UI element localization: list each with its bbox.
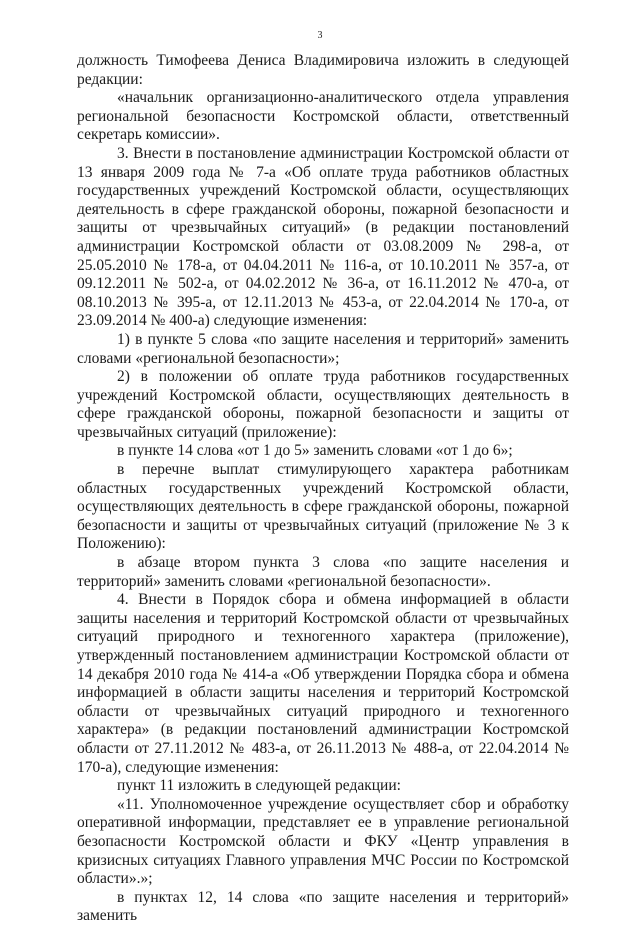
paragraph-clauses-12-14: в пунктах 12, 14 слова «по защите населения и территорий» заменить bbox=[77, 888, 569, 925]
paragraph-new-position-text: «начальник организационно-аналитического отдела управления региональной безопасности Костромской области, ответственный секретарь комиссии». bbox=[77, 89, 569, 144]
paragraph-item-3: 3. Внести в постановление администрации Костромской области от 13 января 2009 года № 7-а «Об оплате труда работников областных государственных учреждений Костромской области, осуществляющих деятельность в сфере гражданской обороны, пожарной безопасности и защиты от чрезвычайных ситуаций» (в редакции постановлений администрации Костромской области от 03.08.2009 № 298-а, от 25.05.2010 № 178-а, от 04.04.2011 № 116-а, от 10.10.2011 № 357-а, от 09.12.2011 № 502-а, от 04.02.2012 № 36-а, от 16.11.2012 № 470-а, от 08.10.2013 № 395-а, от 12.11.2013 № 453-а, от 22.04.2014 № 170-а, от 23.09.2014 № 400-а) следующие изменения: bbox=[77, 144, 569, 330]
paragraph-clause-14: в пункте 14 слова «от 1 до 5» заменить словами «от 1 до 6»; bbox=[117, 442, 513, 460]
paragraph-item-3-2: 2) в положении об оплате труда работников государственных учреждений Костромской области, осуществляющих деятельность в сфере гражданской обороны, пожарной безопасности и защиты от чрезвычайных ситуаций (приложение): bbox=[77, 368, 569, 441]
paragraph-position-change: должность Тимофеева Дениса Владимировича изложить в следующей редакции: bbox=[77, 52, 569, 88]
paragraph-clause-11-text: «11. Уполномоченное учреждение осуществляет сбор и обработку оперативной информации, представляет ее в управление региональной безопасности Костромской области и ФКУ «Центр управления в кризисных ситуациях Главного управления МЧС России по Костромской области».»; bbox=[77, 795, 569, 888]
page-number: 3 bbox=[317, 30, 323, 41]
paragraph-item-4: 4. Внести в Порядок сбора и обмена информацией в области защиты населения и территорий Костромской области от чрезвычайных ситуаций природного и техногенного характера (приложение), утвержденный постановлением администрации Костромской области от 14 декабря 2010 года № 414-а «Об утверждении Порядка сбора и обмена информацией в области защиты населения и территорий Костромской области от чрезвычайных ситуаций природного и техногенного характера» (в редакции постановлений администрации Костромской области от 27.11.2012 № 483-а, от 26.11.2013 № 488-а, от 22.04.2014 № 170-а), следующие изменения: bbox=[77, 591, 569, 776]
document-body bbox=[77, 52, 569, 926]
paragraph-incentive-list: в перечне выплат стимулирующего характера работникам областных государственных учреждений Костромской области, осуществляющих деятельность в сфере гражданской обороны, пожарной безопасности и защиты от чрезвычайных ситуаций (приложение № 3 к Положению): bbox=[77, 461, 569, 553]
paragraph-item-3-1: 1) в пункте 5 слова «по защите населения и территорий» заменить словами «региональной безопасности»; bbox=[77, 330, 569, 367]
paragraph-clause-11-intro: пункт 11 изложить в следующей редакции: bbox=[117, 777, 401, 795]
paragraph-clause-3-abzats: в абзаце втором пункта 3 слова «по защите населения и территорий» заменить словами «региональной безопасности». bbox=[77, 554, 569, 590]
